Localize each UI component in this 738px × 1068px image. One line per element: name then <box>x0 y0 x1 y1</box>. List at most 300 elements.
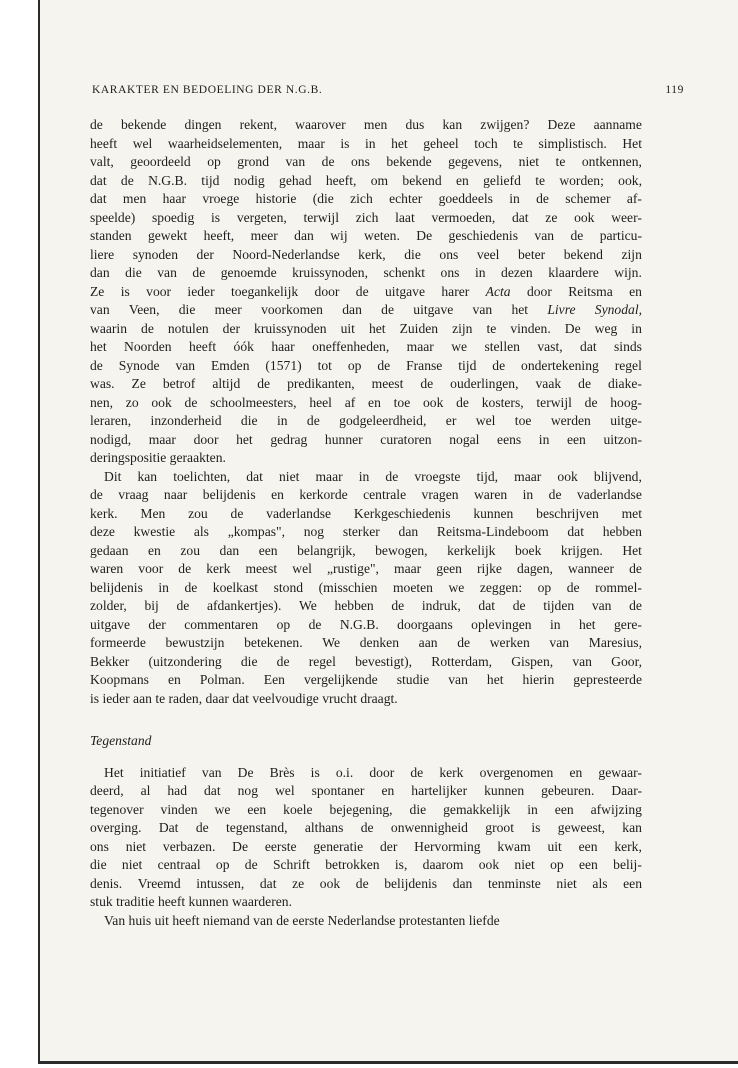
word: Acta <box>485 283 511 299</box>
word: predikanten, <box>287 376 355 391</box>
word: geweest, <box>557 820 605 835</box>
word: niet <box>518 154 540 169</box>
word: op <box>207 154 221 169</box>
text-line <box>90 690 642 709</box>
word: heel <box>309 394 332 410</box>
word: we <box>214 801 231 817</box>
word: Emden <box>210 357 250 373</box>
word: als <box>193 524 209 539</box>
word: de <box>457 635 471 650</box>
word: spontaner <box>311 783 365 798</box>
word: niemand <box>202 912 254 928</box>
word: óók <box>233 339 254 354</box>
word: in <box>474 265 486 280</box>
word: De <box>237 764 254 780</box>
word: in <box>509 191 520 206</box>
word: raden, <box>168 690 206 706</box>
word: die <box>125 265 142 280</box>
text-line <box>90 912 642 931</box>
word: koelkast <box>212 579 259 595</box>
word: in <box>522 487 534 502</box>
word: van <box>448 672 468 687</box>
word: dat <box>90 191 107 206</box>
word: terwijl <box>303 209 339 225</box>
word: dat <box>246 468 263 484</box>
word: bekend <box>563 246 603 262</box>
word: door <box>314 283 340 299</box>
word: ondertekening <box>521 357 599 373</box>
word: kerk. <box>90 505 118 521</box>
word: niet <box>125 838 147 854</box>
word: protestanten <box>398 912 469 928</box>
word: waarin <box>90 320 127 336</box>
word: spoedig <box>152 209 195 225</box>
word: zou <box>188 505 208 521</box>
word: curatoren <box>380 431 432 447</box>
word: geheel <box>423 135 459 151</box>
word: Een <box>263 672 285 687</box>
word: nodigd, <box>90 431 132 447</box>
word: tijd <box>458 357 477 373</box>
word: het <box>511 302 529 317</box>
word: de <box>321 154 335 169</box>
word: men <box>363 117 388 132</box>
word: tegenover <box>90 801 144 817</box>
word: heeft <box>188 339 217 354</box>
text-line <box>90 560 642 579</box>
word: het <box>391 135 408 151</box>
word: gewekt <box>147 228 188 243</box>
word: belijdenis <box>90 579 143 595</box>
word: het <box>236 431 253 447</box>
word: kerk <box>439 764 464 780</box>
text-line <box>90 542 642 561</box>
word: het <box>578 616 596 632</box>
word: de <box>184 394 198 410</box>
word: stuk <box>90 894 117 909</box>
text-line <box>90 116 642 135</box>
word: de <box>306 413 320 428</box>
word: gewaar- <box>598 764 642 780</box>
word: zich <box>355 209 379 225</box>
word: hierin <box>522 672 555 687</box>
word: bekend <box>402 172 442 188</box>
word: der <box>148 616 166 632</box>
word: „rustige", <box>326 561 379 576</box>
text-line <box>90 838 642 857</box>
word: te <box>513 135 523 151</box>
word: in <box>365 135 376 151</box>
text-line <box>90 172 642 191</box>
word: kruissynoden, <box>292 265 369 280</box>
text-line <box>90 819 642 838</box>
text-line <box>90 320 642 339</box>
word: ook <box>478 857 500 872</box>
word: klaardere <box>548 265 599 280</box>
text-line <box>90 764 642 783</box>
word: Reitsma <box>568 283 613 299</box>
word: de <box>492 357 506 373</box>
word: draagt. <box>360 690 398 706</box>
word: betekenen. <box>244 635 303 650</box>
word: de <box>377 357 391 373</box>
word: de <box>391 598 405 613</box>
word: de <box>456 394 469 410</box>
word: van <box>472 302 493 317</box>
word: deze <box>90 524 115 539</box>
word: formeerde <box>90 635 146 650</box>
word: vaderlandse <box>576 487 642 502</box>
text-line <box>90 893 642 912</box>
section-spacer <box>90 708 642 732</box>
word: vroege <box>202 191 240 206</box>
word: zolder, <box>90 598 127 613</box>
word: rijke <box>477 561 502 576</box>
word: regel <box>308 653 336 669</box>
word: meest <box>245 561 278 576</box>
word: nog <box>237 783 258 798</box>
word: We <box>322 635 341 650</box>
word: heeft <box>172 912 203 928</box>
word: nog <box>303 524 325 539</box>
word: af- <box>626 191 642 206</box>
word: beschrijven <box>536 505 599 521</box>
word: ontkennen, <box>581 154 642 169</box>
word: bekende <box>121 117 167 132</box>
word: gedrag <box>270 431 308 447</box>
word: toegankelijk <box>230 283 299 299</box>
text-line <box>90 653 642 672</box>
word: te <box>155 690 169 706</box>
word: rekent, <box>239 117 277 132</box>
word: kwam <box>497 838 531 854</box>
word: gere- <box>613 616 642 632</box>
word: waren <box>473 487 508 502</box>
word: te <box>555 154 566 169</box>
word: maar <box>514 468 542 484</box>
word: men <box>122 191 147 206</box>
word: centrale <box>363 487 407 502</box>
text-line <box>90 801 642 820</box>
word: betrof <box>162 376 196 391</box>
word: boek <box>514 542 542 558</box>
word: Rotterdam, <box>431 653 493 669</box>
word: de <box>584 394 598 410</box>
word: de <box>276 653 290 669</box>
word: geen <box>436 561 462 576</box>
word: groot <box>485 820 514 835</box>
word: die <box>404 246 421 262</box>
word: ons <box>350 154 370 169</box>
word: maar <box>297 135 325 151</box>
word: Ze <box>90 283 105 299</box>
word: voorkomen <box>261 302 323 317</box>
word: meest <box>371 376 404 391</box>
word: is <box>211 209 221 225</box>
word: (1571) <box>265 357 302 373</box>
word: vaderlandse <box>266 505 332 521</box>
word: initiatief <box>139 764 186 780</box>
text-line <box>90 264 642 283</box>
word: de <box>381 302 394 317</box>
word: denis. <box>90 875 123 891</box>
word: intussen, <box>196 875 245 891</box>
word: is <box>120 283 130 299</box>
word: commentaren <box>184 616 259 632</box>
word: in <box>276 413 288 428</box>
word: is, <box>394 857 408 872</box>
word: We <box>299 598 317 613</box>
word: met <box>621 505 642 521</box>
word: tijden <box>543 598 575 613</box>
word: denken <box>359 635 399 650</box>
word: een <box>578 838 598 854</box>
word: uitgave <box>413 302 454 317</box>
word: Bekker <box>90 653 130 669</box>
word: Koopmans <box>90 672 149 687</box>
word: hunner <box>324 431 363 447</box>
word: op <box>215 857 230 872</box>
word: verbazen. <box>162 838 216 854</box>
word: Het <box>622 542 642 558</box>
word: stond <box>273 579 304 595</box>
word: een <box>258 542 278 558</box>
word: altijd <box>212 376 241 391</box>
word: ieder <box>187 283 215 299</box>
word: Daar- <box>611 783 642 798</box>
word: de <box>192 265 206 280</box>
word: de <box>176 598 190 613</box>
word: af <box>344 394 356 410</box>
word: dan <box>219 542 240 558</box>
word: geoordeeld <box>130 154 191 169</box>
word: dat <box>259 875 277 891</box>
word: beter <box>518 246 546 262</box>
word: centraal <box>157 857 201 872</box>
word: Franse <box>406 357 443 373</box>
word: aan <box>418 635 438 650</box>
word: betrokken <box>325 857 380 872</box>
word: dus <box>405 117 425 132</box>
word: moeten <box>392 579 433 595</box>
word: toch <box>474 135 498 151</box>
word: voor <box>138 561 164 576</box>
word: uit <box>547 838 562 854</box>
word: bejegening, <box>329 801 393 817</box>
word: die <box>409 801 427 817</box>
word: overgenomen <box>479 764 554 780</box>
word: Polman. <box>199 672 245 687</box>
word: de <box>629 598 642 613</box>
word: tijd, <box>476 468 499 484</box>
word: heeft, <box>325 172 357 188</box>
word: Reitsma-Lindeboom <box>436 524 549 539</box>
word: waren <box>90 561 124 576</box>
word: oplevingen <box>471 616 532 632</box>
word: is <box>531 820 541 835</box>
word: de <box>276 912 293 928</box>
word: daar <box>205 690 233 706</box>
word: heeft, <box>203 228 235 243</box>
word: generatie <box>313 838 364 854</box>
word: daarom <box>422 857 464 872</box>
word: kwestie <box>133 524 176 539</box>
word: van <box>572 653 592 669</box>
word: oneffenheden, <box>312 339 390 354</box>
word: ook <box>574 209 595 225</box>
word: indruk, <box>421 598 461 613</box>
word: zich <box>350 191 373 206</box>
word: wel <box>274 783 295 798</box>
word: aanname <box>593 117 642 132</box>
word: kan <box>137 468 158 484</box>
word: synoden <box>132 246 178 262</box>
word: in <box>527 801 538 817</box>
word: sinds <box>614 339 642 354</box>
word: veelvoudige <box>252 690 323 706</box>
word: haar <box>162 191 187 206</box>
word: zijn <box>452 320 473 336</box>
text-line <box>90 579 642 598</box>
word: in <box>358 468 370 484</box>
word: werken <box>489 635 530 650</box>
word: hoog- <box>610 394 642 410</box>
word: is <box>310 764 320 780</box>
word: diake- <box>607 376 642 391</box>
word: dagen, <box>517 561 553 576</box>
paragraph <box>90 764 642 912</box>
word: de <box>244 857 258 872</box>
word: dan <box>294 228 314 243</box>
word: op <box>276 616 291 632</box>
word: ons <box>440 265 460 280</box>
word: vergeten, <box>236 209 287 225</box>
word: zwijgen? <box>480 117 530 132</box>
word: ze <box>292 875 305 891</box>
word: heeft <box>90 135 118 151</box>
word: Synode <box>118 357 160 373</box>
word: uit <box>340 320 355 336</box>
text-line <box>90 357 642 376</box>
word: nogal <box>449 431 480 447</box>
word: Synodal, <box>594 302 642 317</box>
word: Livre <box>547 302 576 317</box>
word: dingen <box>184 117 222 132</box>
word: ons <box>439 246 459 262</box>
word: en <box>455 172 469 188</box>
word: dat <box>580 339 597 354</box>
word: overging. <box>90 820 142 835</box>
word: Kerkgeschiedenis <box>353 505 451 521</box>
word: (misschien <box>318 579 378 595</box>
word: niet <box>279 468 300 484</box>
word: vraag <box>118 487 149 502</box>
word: en <box>148 542 161 558</box>
word: in <box>538 431 550 447</box>
word: is <box>340 135 350 151</box>
paragraph <box>90 116 642 468</box>
word: vrucht <box>322 690 361 706</box>
word: op <box>537 579 552 595</box>
word: De <box>564 320 581 336</box>
word: uitgave <box>90 616 131 632</box>
word: De <box>232 838 249 854</box>
word: tenminste <box>487 875 541 891</box>
word: harer <box>441 283 470 299</box>
word: Schrift <box>272 857 310 872</box>
page-number: 119 <box>665 84 684 96</box>
word: afwijzing <box>590 801 642 817</box>
word: wanneer <box>567 561 615 576</box>
word: zeggen: <box>479 579 523 595</box>
text-line <box>90 505 642 524</box>
word: belijdenis <box>384 875 438 891</box>
word: ze <box>545 209 558 225</box>
word: geraakten. <box>169 450 226 465</box>
word: toe <box>514 413 532 428</box>
text-line <box>90 246 642 265</box>
word: heeft <box>157 894 189 909</box>
word: notulen <box>167 320 209 336</box>
word: Dat <box>158 820 179 835</box>
text-line <box>90 856 642 875</box>
word: de <box>570 228 584 243</box>
word: schemer <box>565 191 611 206</box>
word: dan <box>398 524 419 539</box>
word: ook <box>151 394 172 410</box>
word: leraren, <box>90 413 132 428</box>
word: zou <box>180 542 201 558</box>
word: deerd, <box>90 783 124 798</box>
word: blijvend, <box>593 468 642 484</box>
word: van <box>175 357 196 373</box>
word: eerste <box>292 912 328 928</box>
word: kan <box>442 117 463 132</box>
word: is <box>90 690 103 706</box>
word: gebeuren. <box>541 783 595 798</box>
word: uitgave <box>385 283 426 299</box>
word: vinden. <box>510 320 551 336</box>
word: op <box>550 857 564 872</box>
word: een <box>566 431 586 447</box>
word: historie <box>255 191 297 206</box>
word: wij <box>330 228 348 243</box>
word: dan <box>452 875 473 891</box>
word: hebben <box>602 524 642 539</box>
word: was. <box>90 376 115 391</box>
word: (uitzondering <box>148 653 222 669</box>
word: ieder <box>102 690 134 706</box>
word: maar <box>406 339 434 354</box>
word: bekende <box>386 154 432 169</box>
word: tot <box>317 357 332 373</box>
word: eerste <box>264 838 297 854</box>
word: de <box>566 579 580 595</box>
book-page <box>38 0 738 1064</box>
word: vermoeden, <box>431 209 496 225</box>
word: zijn <box>621 246 642 262</box>
word: van <box>157 265 177 280</box>
word: godgeleerdheid, <box>339 413 427 428</box>
word: en <box>381 783 395 798</box>
word: haar <box>271 339 295 354</box>
word: liefde <box>468 912 500 928</box>
text-line <box>90 394 642 413</box>
word: dan <box>90 265 110 280</box>
word: dat <box>511 209 529 225</box>
word: krijgen. <box>560 542 603 558</box>
word: en <box>629 283 642 299</box>
